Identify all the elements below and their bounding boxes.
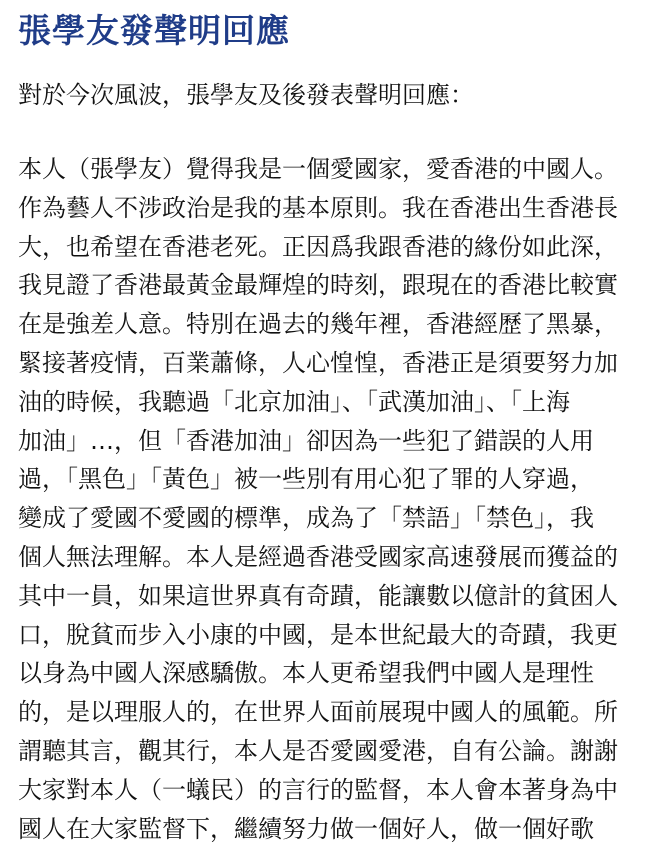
statement-line: 國人在大家監督下，繼續努力做一個好人，做一個好歌 [18,814,594,843]
statement-line: 個人無法理解。本人是經過香港受國家高速發展而獲益的 [18,542,618,571]
statement-line: 大家對本人（一蟻民）的言行的監督，本人會本著身為中 [18,775,618,804]
article-title: 張學友發聲明回應 [18,11,290,50]
statement-line: 以身為中國人深感驕傲。本人更希望我們中國人是理性 [18,659,594,688]
statement-line: 我見證了香港最黃金最輝煌的時刻，跟現在的香港比較實 [18,271,618,300]
statement-line: 謂聽其言，觀其行，本人是否愛國愛港，自有公論。謝謝 [18,736,618,765]
statement-line: 油的時候，我聽過「北京加油」、「武漢加油」、「上海 [18,387,570,416]
statement-line: 其中一員，如果這世界真有奇蹟，能讓數以億計的貧困人 [18,581,618,610]
statement-line: 變成了愛國不愛國的標準，成為了「禁語」「禁色」，我 [18,504,594,533]
statement-line: 在是強差人意。特別在過去的幾年裡，香港經歷了黑暴， [18,310,618,339]
statement-line: 口，脫貧而步入小康的中國，是本世紀最大的奇蹟，我更 [18,620,618,649]
statement-line: 的，是以理服人的，在世界人面前展現中國人的風範。所 [18,698,618,727]
statement-body [18,150,648,848]
statement-line: 本人（張學友）覺得我是一個愛國家，愛香港的中國人。 [18,155,618,183]
statement-line: 加油」…，但「香港加油」卻因為一些犯了錯誤的人用 [18,426,594,455]
statement-line: 過，「黑色」「黃色」被一些別有用心犯了罪的人穿過， [18,465,594,494]
statement-line: 緊接著疫情，百業蕭條，人心惶惶，香港正是須要努力加 [18,348,618,377]
article-intro: 對於今次風波，張學友及後發表聲明回應： [18,81,474,109]
statement-line: 大，也希望在香港老死。正因爲我跟香港的緣份如此深， [18,232,618,261]
statement-line: 作為藝人不涉政治是我的基本原則。我在香港出生香港長 [18,193,618,222]
